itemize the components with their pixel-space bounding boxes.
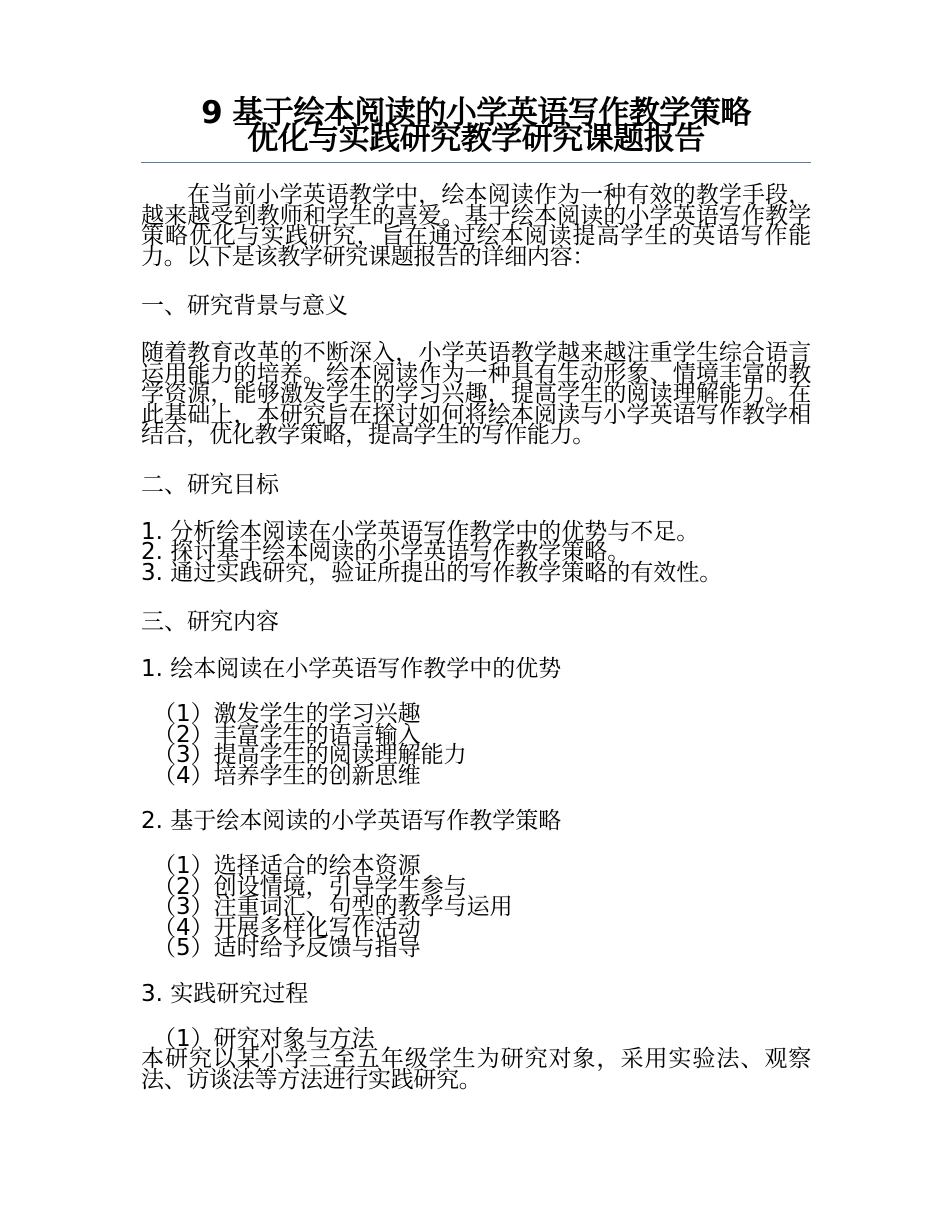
section-heading-background: 一、研究背景与意义 [141, 293, 348, 319]
document-title [141, 95, 811, 163]
subsection-heading-practice: 3. 实践研究过程 [141, 980, 309, 1007]
list-item: （4）培养学生的创新思维 [153, 762, 421, 789]
list-item: （2）丰富学生的语言输入 [153, 721, 421, 748]
subsection-heading-advantages: 1. 绘本阅读在小学英语写作教学中的优势 [141, 656, 562, 682]
title-line-1: 9 基于绘本阅读的小学英语写作教学策略 [201, 95, 751, 131]
list-item: （4）开展多样化写作活动 [153, 914, 421, 941]
background-paragraph: 随着教育改革的不断深入，小学英语教学越来越注重学生综合语言运用能力的培养。绘本阅读作为一种具有生动形象、情境丰富的教学资源，能够激发学生的学习兴趣，提高学生的阅读理解能力。在此基础上，本研究旨在探讨如何将绘本阅读与小学英语写作教学相结合，优化教学策略，提高学生的写作能力。 [141, 340, 811, 448]
list-item: （5）适时给予反馈与指导 [153, 935, 421, 961]
list-item: （3）提高学生的阅读理解能力 [153, 742, 467, 768]
intro-paragraph: 在当前小学英语教学中，绘本阅读作为一种有效的教学手段，越来越受到教师和学生的喜爱。基于绘本阅读的小学英语写作教学策略优化与实践研究，旨在通过绘本阅读提高学生的英语写作能力。以下是该教学研究课题报告的详细内容： [141, 182, 811, 270]
list-item: （3）注重词汇、句型的教学与运用 [153, 894, 513, 920]
list-item: （1）激发学生的学习兴趣 [153, 701, 421, 727]
subsection-heading-strategies: 2. 基于绘本阅读的小学英语写作教学策略 [141, 808, 562, 834]
list-item: （1）研究对象与方法 [153, 1025, 375, 1052]
section-heading-goals: 二、研究目标 [141, 471, 279, 498]
title-line-2: 优化与实践研究教学研究课题报告 [247, 121, 705, 157]
list-item: 2. 探讨基于绘本阅读的小学英语写作教学策略。 [141, 539, 631, 565]
list-item: 1. 分析绘本阅读在小学英语写作教学中的优势与不足。 [141, 518, 700, 545]
goals-list [141, 518, 811, 586]
list-item: 3. 通过实践研究，验证所提出的写作教学策略的有效性。 [141, 559, 723, 586]
strategies-list [141, 853, 811, 961]
document-page [141, 95, 811, 1093]
practice-paragraph: 本研究以某小学三至五年级学生为研究对象，采用实验法、观察法、访谈法等方法进行实践研究。 [141, 1046, 811, 1093]
advantages-list [141, 701, 811, 789]
list-item: （1）选择适合的绘本资源 [153, 853, 421, 879]
section-heading-content: 三、研究内容 [141, 609, 279, 635]
list-item: （2）创设情境，引导学生参与 [153, 873, 467, 900]
